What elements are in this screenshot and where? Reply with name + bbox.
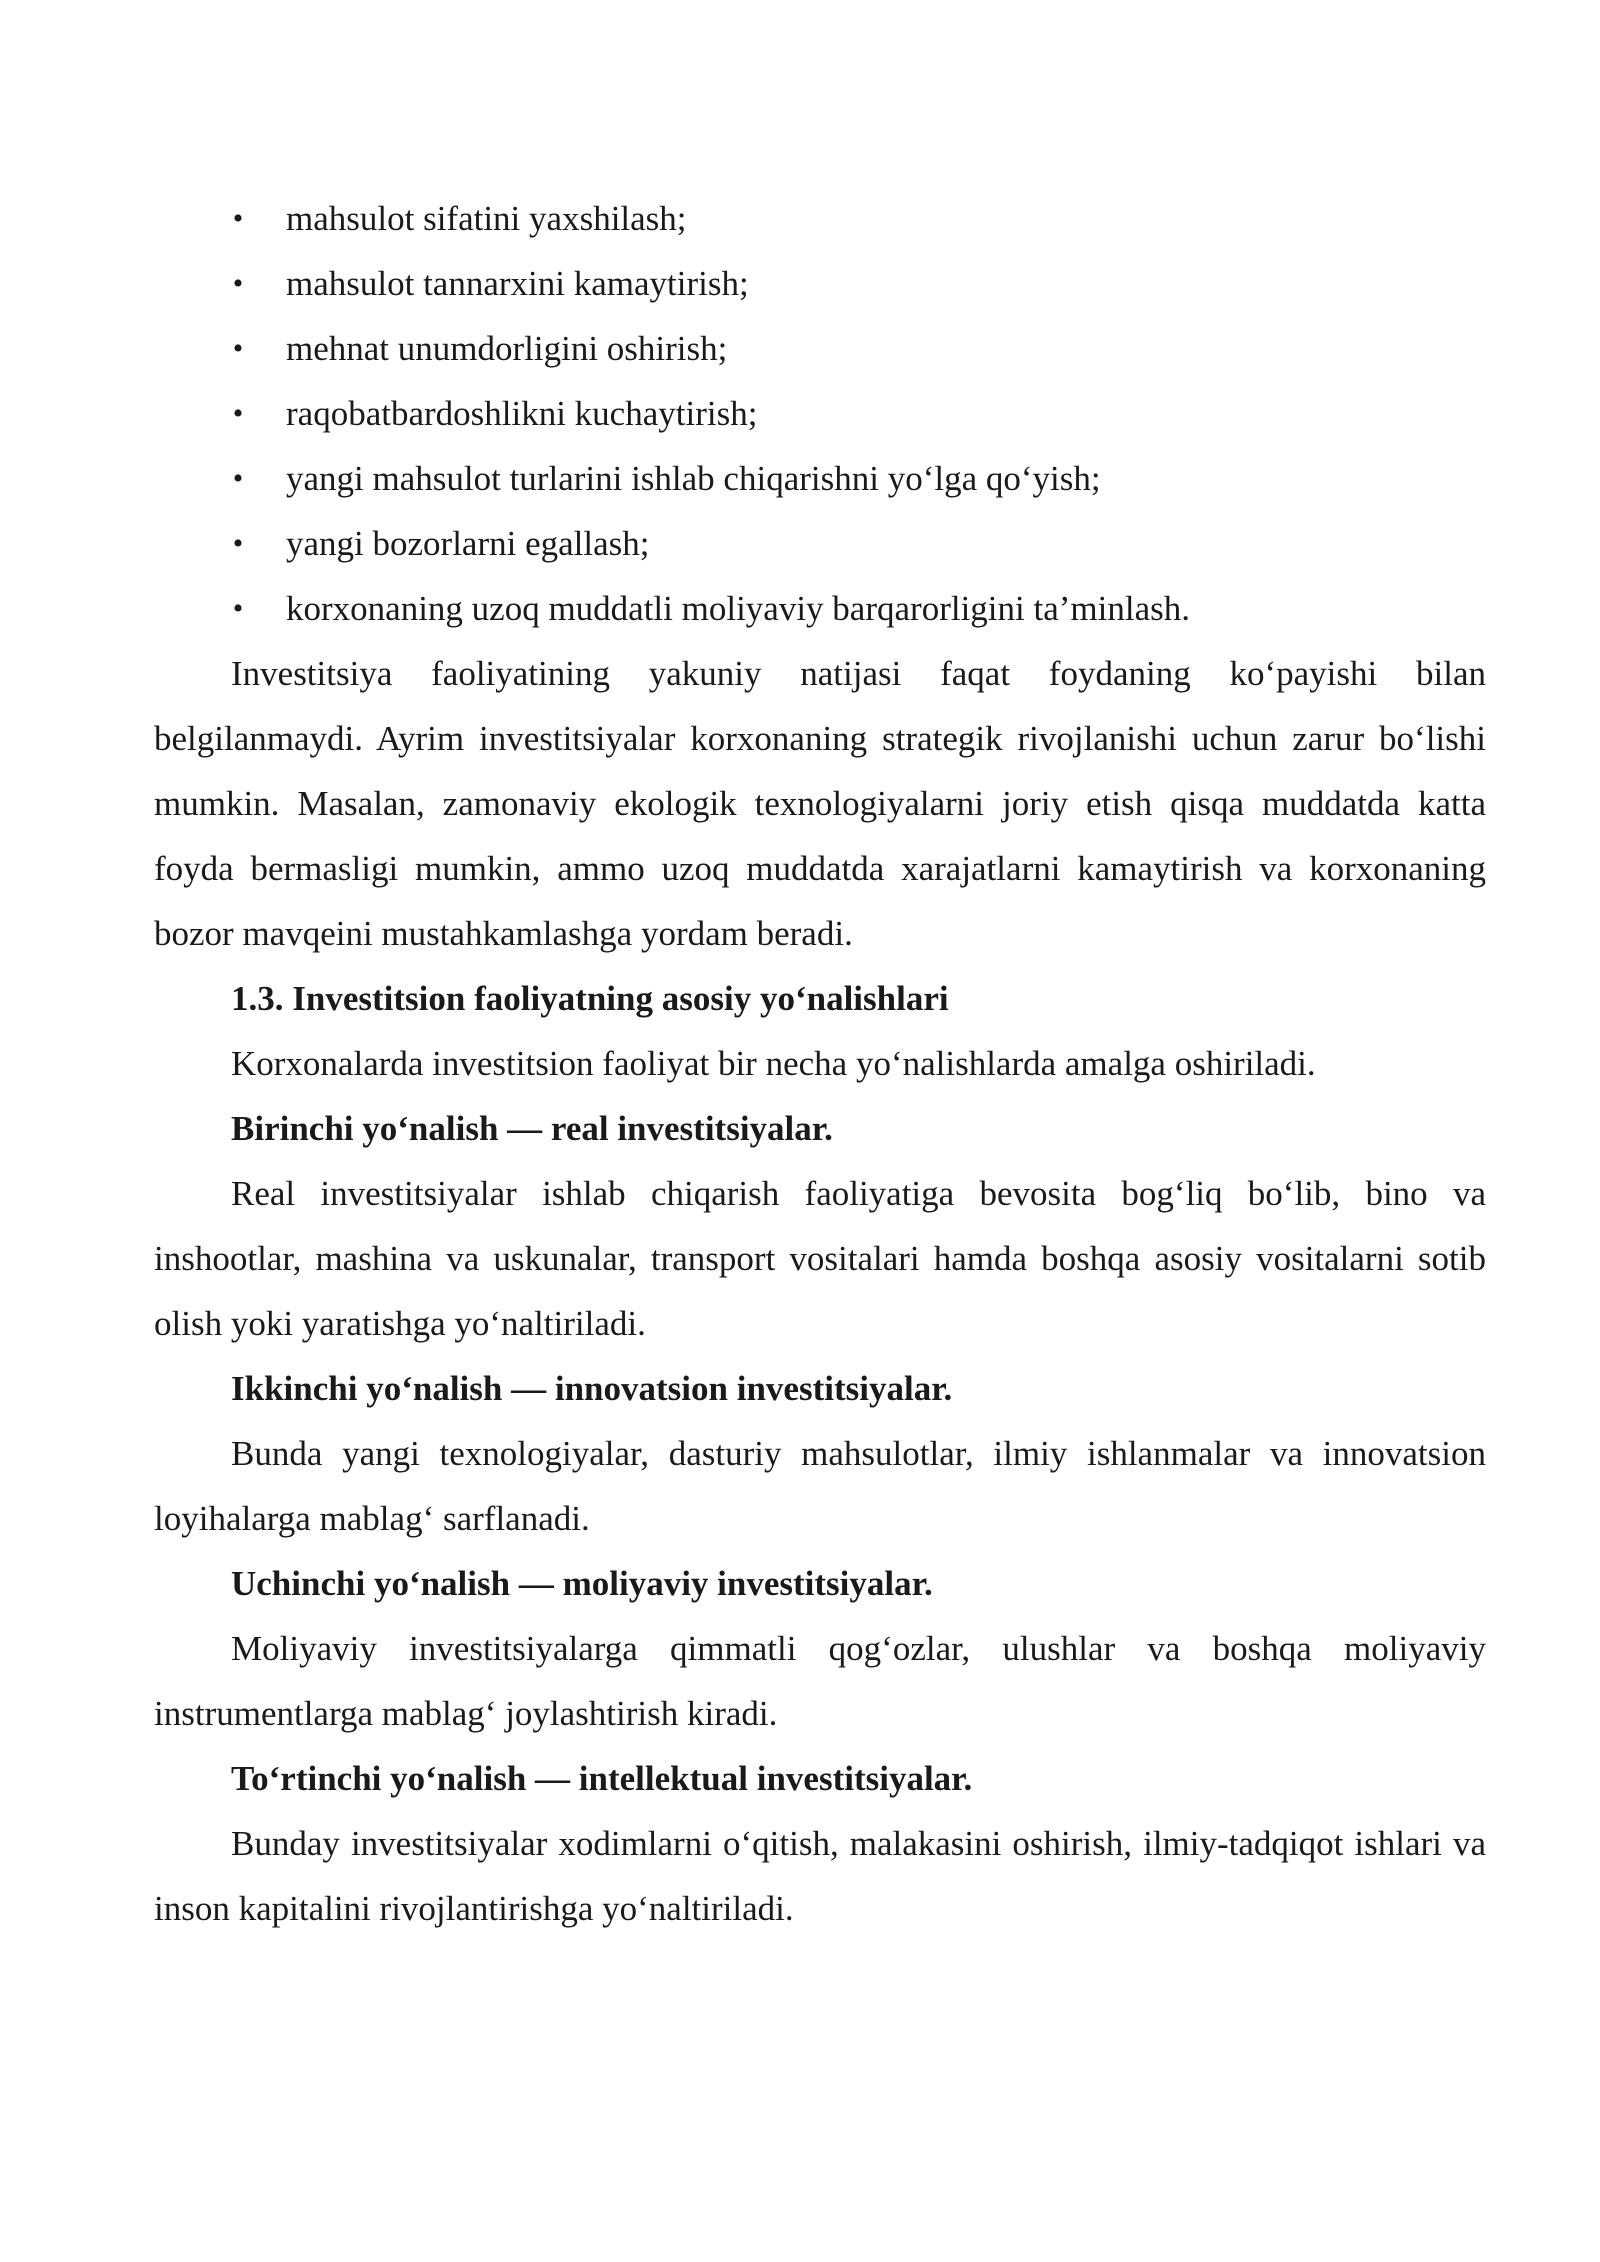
document-page <box>154 186 1486 1941</box>
goals-bullet-list <box>154 186 1486 641</box>
list-item <box>154 381 1486 446</box>
bullet-icon: • <box>232 592 244 625</box>
list-item-text: yangi bozorlarni egallash; <box>286 524 650 563</box>
bullet-icon: • <box>232 397 244 430</box>
list-item-text: mehnat unumdorligini oshirish; <box>286 329 728 368</box>
investment-result-paragraph: Investitsiya faoliyatining yakuniy natijasi faqat foydaning ko‘payishi bilan belgilanmaydi. Ayrim investitsiyalar korxonaning strategik rivojlanishi uchun zarur bo‘lishi mumkin. Masalan, zamonaviy ekologik texnologiyalarni joriy etish qisqa muddatda katta foyda bermasligi mumkin, ammo uzoq muddatda xarajatlarni kamaytirish va korxonaning bozor mavqeini mustahkamlashga yordam beradi. <box>154 654 1486 953</box>
bullet-icon: • <box>232 267 244 300</box>
list-item <box>154 576 1486 641</box>
list-item-text: raqobatbardoshlikni kuchaytirish; <box>286 394 758 433</box>
list-item <box>154 446 1486 511</box>
section-intro-paragraph: Korxonalarda investitsion faoliyat bir necha yo‘nalishlarda amalga oshiriladi. <box>231 1044 1316 1083</box>
bullet-icon: • <box>232 202 244 235</box>
list-item <box>154 316 1486 381</box>
list-item-text: mahsulot sifatini yaxshilash; <box>286 199 687 238</box>
direction-heading-real: Birinchi yo‘nalish — real investitsiyalar. <box>231 1109 833 1148</box>
direction-text-intellectual: Bunday investitsiyalar xodimlarni o‘qitish, malakasini oshirish, ilmiy-tadqiqot ishlari va inson kapitalini rivojlantirishga yo‘naltiriladi. <box>154 1824 1486 1928</box>
bullet-icon: • <box>232 462 244 495</box>
list-item-text: korxonaning uzoq muddatli moliyaviy barqarorligini ta’minlash. <box>286 589 1190 628</box>
direction-heading-innovative: Ikkinchi yo‘nalish — innovatsion investitsiyalar. <box>231 1369 953 1408</box>
list-item <box>154 251 1486 316</box>
list-item <box>154 186 1486 251</box>
bullet-icon: • <box>232 527 244 560</box>
section-heading: 1.3. Investitsion faoliyatning asosiy yo‘nalishlari <box>231 979 949 1018</box>
direction-heading-financial: Uchinchi yo‘nalish — moliyaviy investitsiyalar. <box>231 1564 933 1603</box>
direction-text-innovative: Bunda yangi texnologiyalar, dasturiy mahsulotlar, ilmiy ishlanmalar va innovatsion loyihalarga mablag‘ sarflanadi. <box>154 1434 1486 1538</box>
bullet-icon: • <box>232 332 244 365</box>
direction-heading-intellectual: To‘rtinchi yo‘nalish — intellektual investitsiyalar. <box>231 1759 973 1798</box>
list-item-text: yangi mahsulot turlarini ishlab chiqarishni yo‘lga qo‘yish; <box>286 459 1101 498</box>
list-item-text: mahsulot tannarxini kamaytirish; <box>286 264 749 303</box>
direction-text-real: Real investitsiyalar ishlab chiqarish faoliyatiga bevosita bog‘liq bo‘lib, bino va inshootlar, mashina va uskunalar, transport vositalari hamda boshqa asosiy vositalarni sotib olish yoki yaratishga yo‘naltiriladi. <box>154 1174 1486 1343</box>
direction-text-financial: Moliyaviy investitsiyalarga qimmatli qog‘ozlar, ulushlar va boshqa moliyaviy instrumentlarga mablag‘ joylashtirish kiradi. <box>154 1629 1486 1733</box>
list-item <box>154 511 1486 576</box>
